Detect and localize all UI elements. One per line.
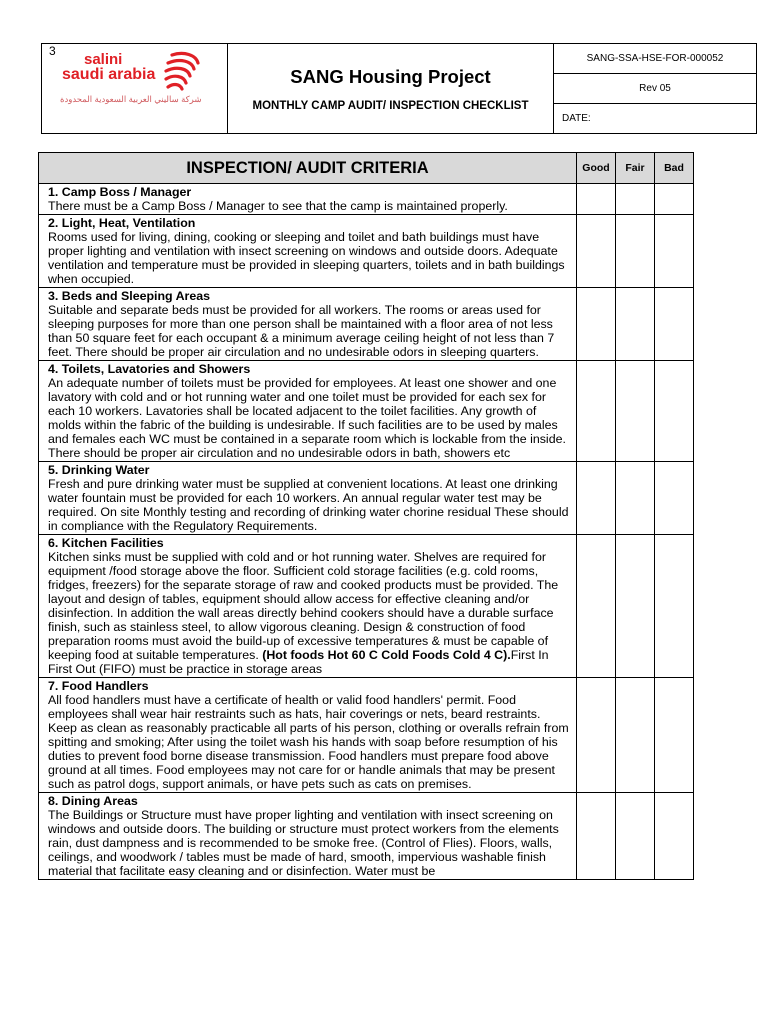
good-checkbox[interactable] [577, 793, 616, 880]
criteria-row [39, 535, 694, 678]
good-checkbox[interactable] [577, 678, 616, 793]
criteria-description [39, 215, 577, 288]
criteria-description [39, 678, 577, 793]
fair-checkbox[interactable] [616, 288, 655, 361]
good-checkbox[interactable] [577, 361, 616, 462]
fair-checkbox[interactable] [616, 462, 655, 535]
criteria-row [39, 793, 694, 880]
bad-checkbox[interactable] [655, 678, 694, 793]
date-field[interactable]: DATE: [554, 104, 757, 134]
criteria-description [39, 361, 577, 462]
criteria-row [39, 288, 694, 361]
fair-checkbox[interactable] [616, 535, 655, 678]
logo-arabic-text: شركة ساليني العربية السعودية المحدودة [60, 94, 202, 104]
criteria-text-part: Kitchen sinks must be supplied with cold and or hot running water. Shelves are required for equipment /food storage above the floor. Sufficient cold storage facilities (e.g. cold rooms, fridges, freezers) for the separate storage of raw and cooked products must be provided. The layout and design of tables, equipment should allow access for effective cleaning and/or disinfection. In addition the wall areas directly behind cookers should have a durable surface finish, such as stainless steel, to allow vigorous cleaning. Design & construction of food preparation rooms must avoid the build-up of excessive temperatures & must be capable of keeping food at suitable temperatures. [48, 550, 559, 662]
page-number: 3 [49, 44, 56, 58]
criteria-description [39, 184, 577, 215]
criteria-row [39, 678, 694, 793]
good-checkbox[interactable] [577, 535, 616, 678]
criteria-description [39, 793, 577, 880]
column-fair: Fair [616, 153, 655, 184]
document-code: SANG-SSA-HSE-FOR-000052 [554, 44, 757, 74]
criteria-description [39, 288, 577, 361]
inspection-criteria-table [38, 152, 694, 880]
logo-line1: salini [84, 51, 123, 68]
criteria-title: 2. Light, Heat, Ventilation [48, 216, 196, 230]
fair-checkbox[interactable] [616, 184, 655, 215]
criteria-title: 5. Drinking Water [48, 463, 150, 477]
criteria-row [39, 361, 694, 462]
bad-checkbox[interactable] [655, 288, 694, 361]
criteria-title: 7. Food Handlers [48, 679, 149, 693]
fair-checkbox[interactable] [616, 215, 655, 288]
fair-checkbox[interactable] [616, 793, 655, 880]
criteria-heading: INSPECTION/ AUDIT CRITERIA [39, 153, 577, 184]
bad-checkbox[interactable] [655, 793, 694, 880]
logo-cell [42, 44, 228, 134]
bad-checkbox[interactable] [655, 361, 694, 462]
criteria-text: There must be a Camp Boss / Manager to see that the camp is maintained properly. [48, 199, 508, 213]
bad-checkbox[interactable] [655, 535, 694, 678]
salini-logo-icon [162, 49, 204, 93]
document-header [41, 43, 757, 134]
bad-checkbox[interactable] [655, 184, 694, 215]
criteria-text: Suitable and separate beds must be provided for all workers. The rooms or areas used for sleeping purposes for more than one person shall be maintained with a floor area of not less than 50 square feet for each occupant & a minimum average ceiling height of not less than 7 feet. There should be proper air circulation and no undesirable odors in sleeping quarters. [48, 303, 555, 359]
temperature-requirement: (Hot foods Hot 60 C Cold Foods Cold 4 C). [262, 648, 511, 662]
fifo-requirement: First In First Out (FIFO) must be practice in storage areas [48, 648, 549, 676]
fair-checkbox[interactable] [616, 678, 655, 793]
bad-checkbox[interactable] [655, 462, 694, 535]
criteria-row [39, 184, 694, 215]
good-checkbox[interactable] [577, 462, 616, 535]
criteria-text: An adequate number of toilets must be provided for employees. At least one shower and one lavatory with cold and or hot running water and one toilet must be provided for each sex for each 10 workers. Lavatories shall be located adjacent to the toilet facilities. Any growth of molds within the fabric of the building is undesirable. If such facilities are to be used by males and females each WC must be contained in a separate room which is lockable from the inside. There should be proper air circulation and no undesirable odors in bath, showers etc [48, 376, 566, 460]
title-cell [228, 44, 554, 134]
criteria-text [48, 550, 572, 676]
criteria-row [39, 462, 694, 535]
criteria-description [39, 462, 577, 535]
criteria-title: 3. Beds and Sleeping Areas [48, 289, 211, 303]
criteria-title: 8. Dining Areas [48, 794, 138, 808]
criteria-description [39, 535, 577, 678]
fair-checkbox[interactable] [616, 361, 655, 462]
criteria-text: Rooms used for living, dining, cooking or sleeping and toilet and bath buildings must have proper lighting and ventilation with insect screening on windows and outside doors. Adequate ventilation and temperature must be provided in sleeping quarters, toilets and in bath buildings when occupied. [48, 230, 565, 286]
project-title: SANG Housing Project [290, 65, 491, 87]
column-good: Good [577, 153, 616, 184]
criteria-text: All food handlers must have a certificate of health or valid food handlers' permit. Food employees shall wear hair restraints such as hats, hair coverings or nets, beard restraints. Keep as clean as reasonably practicable all parts of his person, clothing or overalls refrain from spitting and smoking; After using the toilet wash his hands with soap before resumption of his duties to prevent food borne disease transmission. Food handlers must prepare food above ground at all times. Food employees may not care for or handle animals that may be present such as patrol dogs, support animals, or have pets such as cats on premises. [48, 693, 569, 791]
good-checkbox[interactable] [577, 184, 616, 215]
criteria-text: The Buildings or Structure must have proper lighting and ventilation with insect screening on windows and outside doors. The building or structure must protect workers from the elements rain, dust dampness and is recommended to be smoke free. (Control of Flies). Floors, walls, ceilings, and woodwork / tables must be made of hard, smooth, impervious washable finish material that facilitate easy cleaning and or disinfection. Water must be [48, 808, 559, 878]
revision: Rev 05 [554, 74, 757, 104]
checklist-title: MONTHLY CAMP AUDIT/ INSPECTION CHECKLIST [252, 99, 529, 112]
bad-checkbox[interactable] [655, 215, 694, 288]
criteria-text: Fresh and pure drinking water must be supplied at convenient locations. At least one drinking water fountain must be provided for each 10 workers. An annual regular water test may be required. On site Monthly testing and recording of drinking water chorine residual These should in compliance with the Regulatory Requirements. [48, 477, 569, 533]
criteria-title: 1. Camp Boss / Manager [48, 185, 192, 199]
company-logo-text [62, 52, 155, 82]
column-bad: Bad [655, 153, 694, 184]
logo-line2: saudi arabia [62, 66, 156, 83]
criteria-title: 4. Toilets, Lavatories and Showers [48, 362, 251, 376]
criteria-row [39, 215, 694, 288]
criteria-title: 6. Kitchen Facilities [48, 536, 164, 550]
good-checkbox[interactable] [577, 215, 616, 288]
good-checkbox[interactable] [577, 288, 616, 361]
